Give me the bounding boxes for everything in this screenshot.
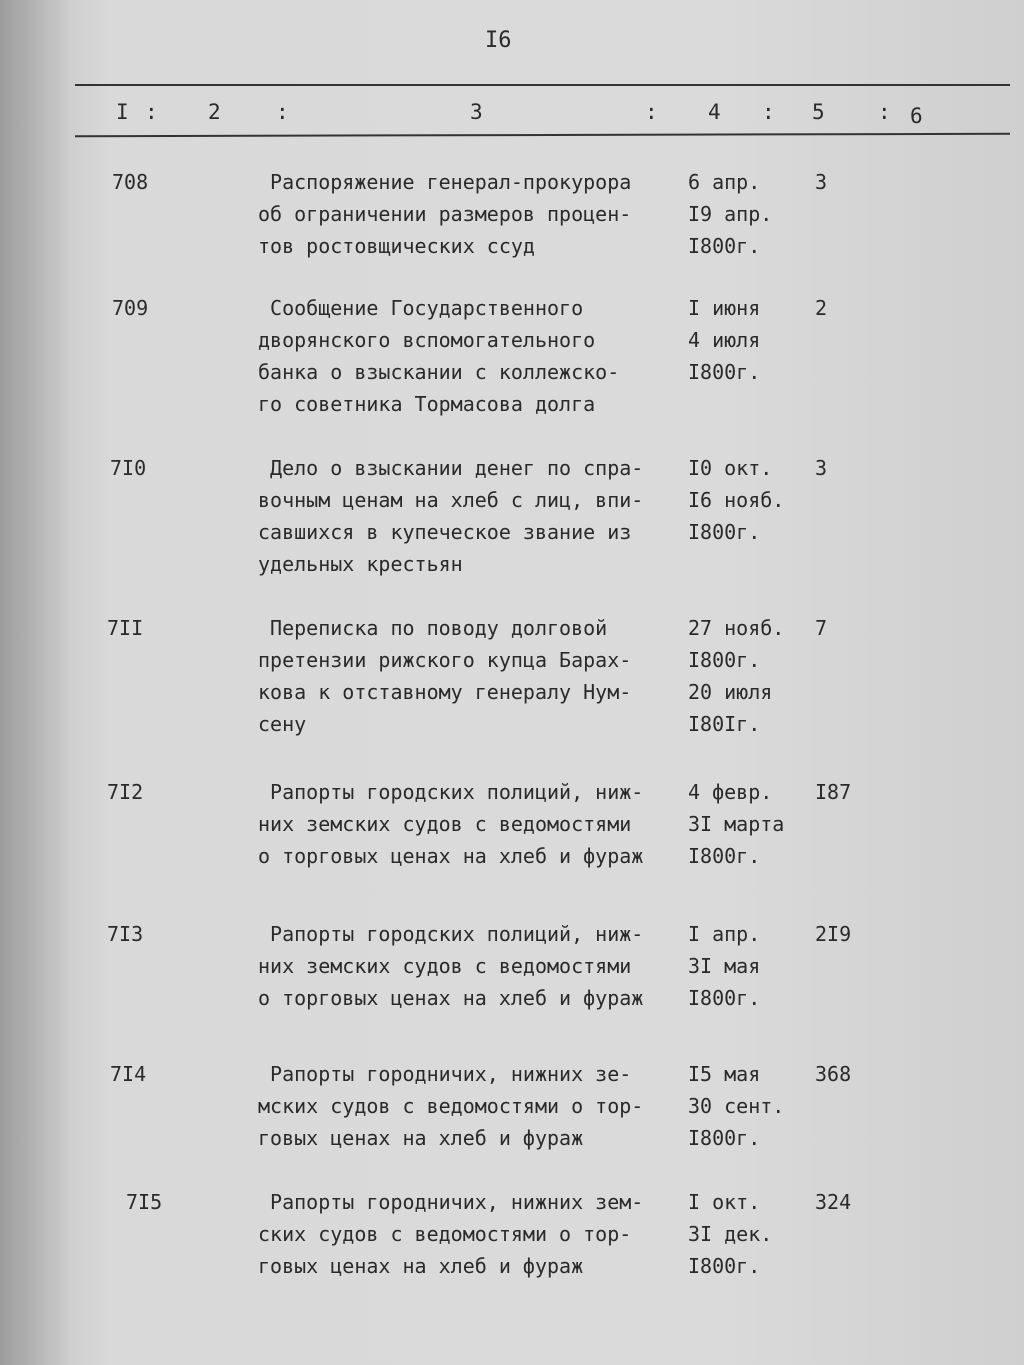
date-line: I800г.	[688, 648, 761, 672]
entry-number: 7I2	[107, 780, 144, 804]
date-line: I800г.	[688, 234, 761, 258]
date-line: I окт.	[688, 1190, 761, 1214]
description-line: вочным ценам на хлеб с лиц, впи-	[258, 488, 644, 512]
header-sep: :	[878, 100, 891, 124]
header-col-6: 6	[910, 104, 923, 128]
entry-sheet-count: I87	[815, 780, 852, 804]
entry-sheet-count: 7	[815, 616, 828, 640]
entry-sheet-count: 2I9	[815, 922, 852, 946]
description-line: говых ценах на хлеб и фураж	[258, 1254, 584, 1278]
entry-sheet-count: 324	[815, 1190, 852, 1214]
header-col-3: 3	[470, 100, 483, 124]
header-sep: :	[276, 100, 289, 124]
entry-sheet-count: 2	[815, 296, 828, 320]
description-line: дворянского вспомогательного	[258, 328, 596, 352]
date-line: I апр.	[688, 922, 761, 946]
entry-sheet-count: 3	[815, 170, 828, 194]
date-line: 27 нояб.	[688, 616, 785, 640]
header-bottom-rule	[75, 133, 1010, 137]
date-line: I800г.	[688, 1126, 761, 1150]
header-col-4: 4	[708, 100, 721, 124]
date-line: 3I мая	[688, 954, 761, 978]
date-line: I9 апр.	[688, 202, 773, 226]
description-line: го советника Тормасова долга	[258, 392, 596, 416]
entry-number: 7I5	[126, 1190, 163, 1214]
entry-description	[258, 166, 631, 262]
entry-number: 7I4	[110, 1062, 147, 1086]
entry-dates	[688, 612, 784, 740]
date-line: I80Iг.	[688, 712, 761, 736]
header-sep: :	[762, 100, 775, 124]
description-line: говых ценах на хлеб и фураж	[258, 1126, 584, 1150]
description-line: Дело о взыскании денег по спра-	[258, 456, 644, 480]
entry-dates	[688, 452, 784, 548]
description-line: удельных крестьян	[258, 552, 463, 576]
description-line: Переписка по поводу долговой	[258, 616, 608, 640]
date-line: I0 окт.	[688, 456, 773, 480]
entry-number: 7II	[107, 616, 144, 640]
entry-description	[258, 1058, 643, 1154]
entry-description	[258, 918, 643, 1014]
entry-dates	[688, 166, 772, 262]
date-line: I июня	[688, 296, 761, 320]
description-line: них земских судов с ведомостями	[258, 954, 632, 978]
description-line: Распоряжение генерал-прокурора	[258, 170, 632, 194]
description-line: Рапорты городничих, нижних зе-	[258, 1062, 632, 1086]
description-line: о торговых ценах на хлеб и фураж	[258, 986, 644, 1010]
description-line: мских судов с ведомостями о тор-	[258, 1094, 644, 1118]
description-line: банка о взыскании с коллежско-	[258, 360, 620, 384]
description-line: сену	[258, 712, 307, 736]
entry-dates	[688, 1186, 772, 1282]
entry-description	[258, 452, 643, 580]
entry-description	[258, 612, 631, 740]
description-line: Сообщение Государственного	[258, 296, 584, 320]
date-line: 3I дек.	[688, 1222, 773, 1246]
entry-description	[258, 292, 619, 420]
date-line: I5 мая	[688, 1062, 761, 1086]
entry-dates	[688, 292, 760, 388]
date-line: 6 апр.	[688, 170, 761, 194]
description-line: савшихся в купеческое звание из	[258, 520, 632, 544]
description-line: них земских судов с ведомостями	[258, 812, 632, 836]
description-line: Рапорты городничих, нижних зем-	[258, 1190, 644, 1214]
entry-number: 7I0	[110, 456, 147, 480]
description-line: ских судов с ведомостями о тор-	[258, 1222, 632, 1246]
date-line: 20 июля	[688, 680, 773, 704]
description-line: о торговых ценах на хлеб и фураж	[258, 844, 644, 868]
description-line: Рапорты городских полиций, ниж-	[258, 922, 644, 946]
header-top-rule	[75, 84, 1010, 86]
entry-sheet-count: 368	[815, 1062, 852, 1086]
date-line: I800г.	[688, 844, 761, 868]
description-line: тов ростовщических ссуд	[258, 234, 535, 258]
description-line: кова к отставному генералу Нум-	[258, 680, 632, 704]
date-line: I6 нояб.	[688, 488, 785, 512]
entry-dates	[688, 776, 784, 872]
date-line: I800г.	[688, 986, 761, 1010]
entry-sheet-count: 3	[815, 456, 828, 480]
header-col-5: 5	[812, 100, 825, 124]
entry-number: 708	[112, 170, 149, 194]
description-line: об ограничении размеров процен-	[258, 202, 632, 226]
date-line: I800г.	[688, 360, 761, 384]
date-line: 4 июля	[688, 328, 761, 352]
date-line: 30 сент.	[688, 1094, 785, 1118]
header-col-1: I	[116, 100, 129, 124]
entry-description	[258, 1186, 643, 1282]
entry-dates	[688, 1058, 784, 1154]
entry-description	[258, 776, 643, 872]
date-line: 4 февр.	[688, 780, 773, 804]
header-sep: :	[145, 100, 158, 124]
entry-number: 709	[112, 296, 149, 320]
header-sep: :	[645, 100, 658, 124]
entry-dates	[688, 918, 760, 1014]
date-line: 3I марта	[688, 812, 785, 836]
header-col-2: 2	[208, 100, 221, 124]
date-line: I800г.	[688, 1254, 761, 1278]
entry-number: 7I3	[107, 922, 144, 946]
date-line: I800г.	[688, 520, 761, 544]
description-line: Рапорты городских полиций, ниж-	[258, 780, 644, 804]
description-line: претензии рижского купца Барах-	[258, 648, 632, 672]
page-number: I6	[485, 28, 512, 53]
